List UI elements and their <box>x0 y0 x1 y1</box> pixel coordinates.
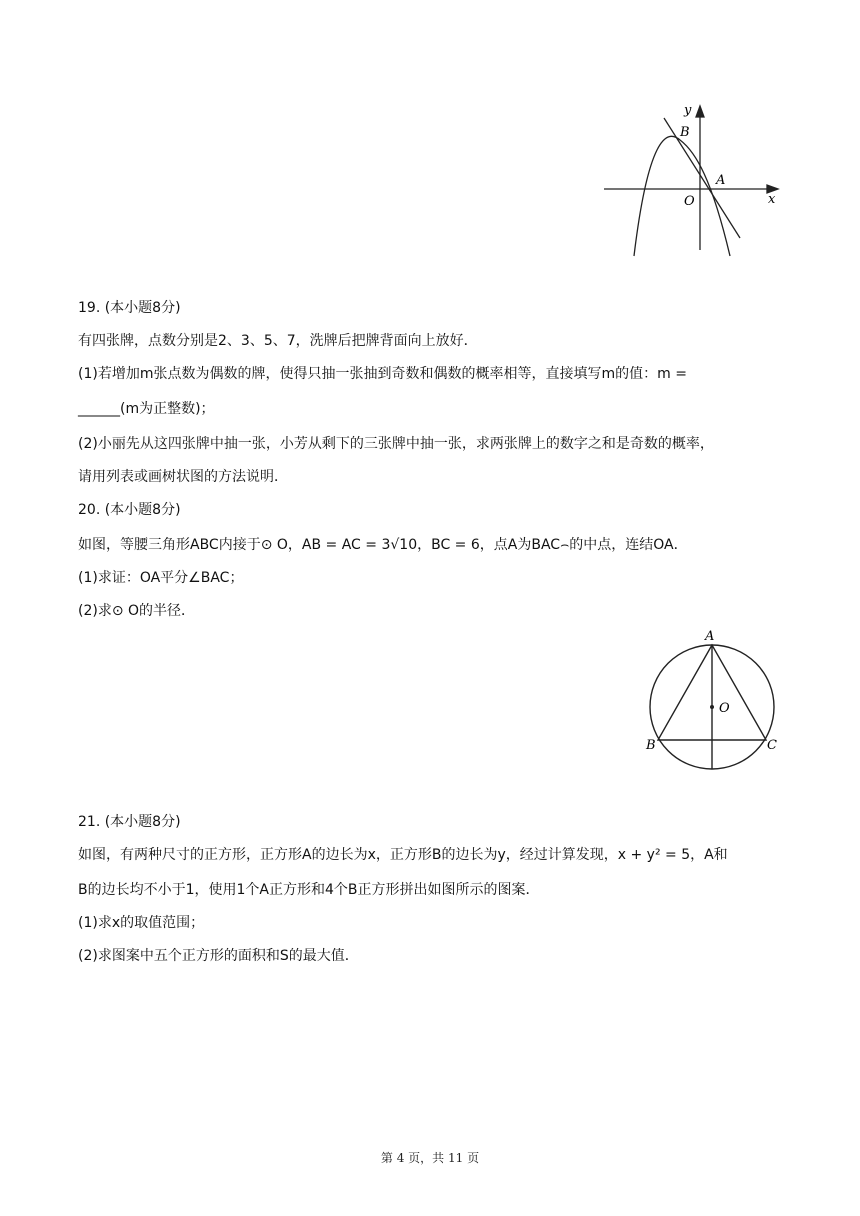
parabola-curve <box>634 136 730 256</box>
q21-line1: 如图，有两种尺寸的正方形，正方形A的边长为x，正方形B的边长为y，经过计算发现，x + y² = 5，A和 <box>78 847 728 863</box>
q19-line4: (2)小丽先从这四张牌中抽一张，小芳从剩下的三张牌中抽一张，求两张牌上的数字之和是奇数的概率， <box>78 436 714 452</box>
q21-line4: (2)求图案中五个正方形的面积和S的最大值． <box>78 948 359 964</box>
center-o-dot <box>710 705 714 709</box>
q21-line3: (1)求x的取值范围； <box>78 915 205 931</box>
label-o: O <box>684 194 695 209</box>
q20-line1: 如图，等腰三角形ABC内接于⊙ O，AB = AC = 3√10，BC = 6，点A为BAC⌢的中点，连结OA． <box>78 537 688 553</box>
q20-line2: (1)求证：OA平分∠BAC； <box>78 570 244 586</box>
label-b: B <box>680 125 690 140</box>
q20-header: 20. (本小题8分) <box>78 502 181 518</box>
parabola-figure <box>600 100 790 260</box>
q20-line3: (2)求⊙ O的半径． <box>78 603 196 619</box>
q19-line3: ______(m为正整数)； <box>78 401 215 417</box>
y-axis-arrow <box>696 106 704 117</box>
label-y: y <box>684 103 692 118</box>
q19-line2: (1)若增加m张点数为偶数的牌，使得只抽一张抽到奇数和偶数的概率相等，直接填写m的值：m = <box>78 366 687 382</box>
label-a: A <box>716 173 726 188</box>
label-o: O <box>719 701 730 716</box>
q19-line1: 有四张牌，点数分别是2、3、5、7，洗牌后把牌背面向上放好． <box>78 333 478 349</box>
label-c: C <box>767 738 777 753</box>
page-footer: 第 4 页，共 11 页 <box>380 1151 480 1165</box>
label-b: B <box>646 738 656 753</box>
tangent-line <box>664 118 740 238</box>
q21-line2: B的边长均不小于1，使用1个A正方形和4个B正方形拼出如图所示的图案． <box>78 882 540 898</box>
circle-triangle-figure <box>638 625 788 775</box>
label-x: x <box>768 192 776 207</box>
q19-header: 19. (本小题8分) <box>78 300 181 316</box>
label-a: A <box>705 629 715 644</box>
q21-header: 21. (本小题8分) <box>78 814 181 830</box>
q19-line5: 请用列表或画树状图的方法说明． <box>78 469 288 485</box>
